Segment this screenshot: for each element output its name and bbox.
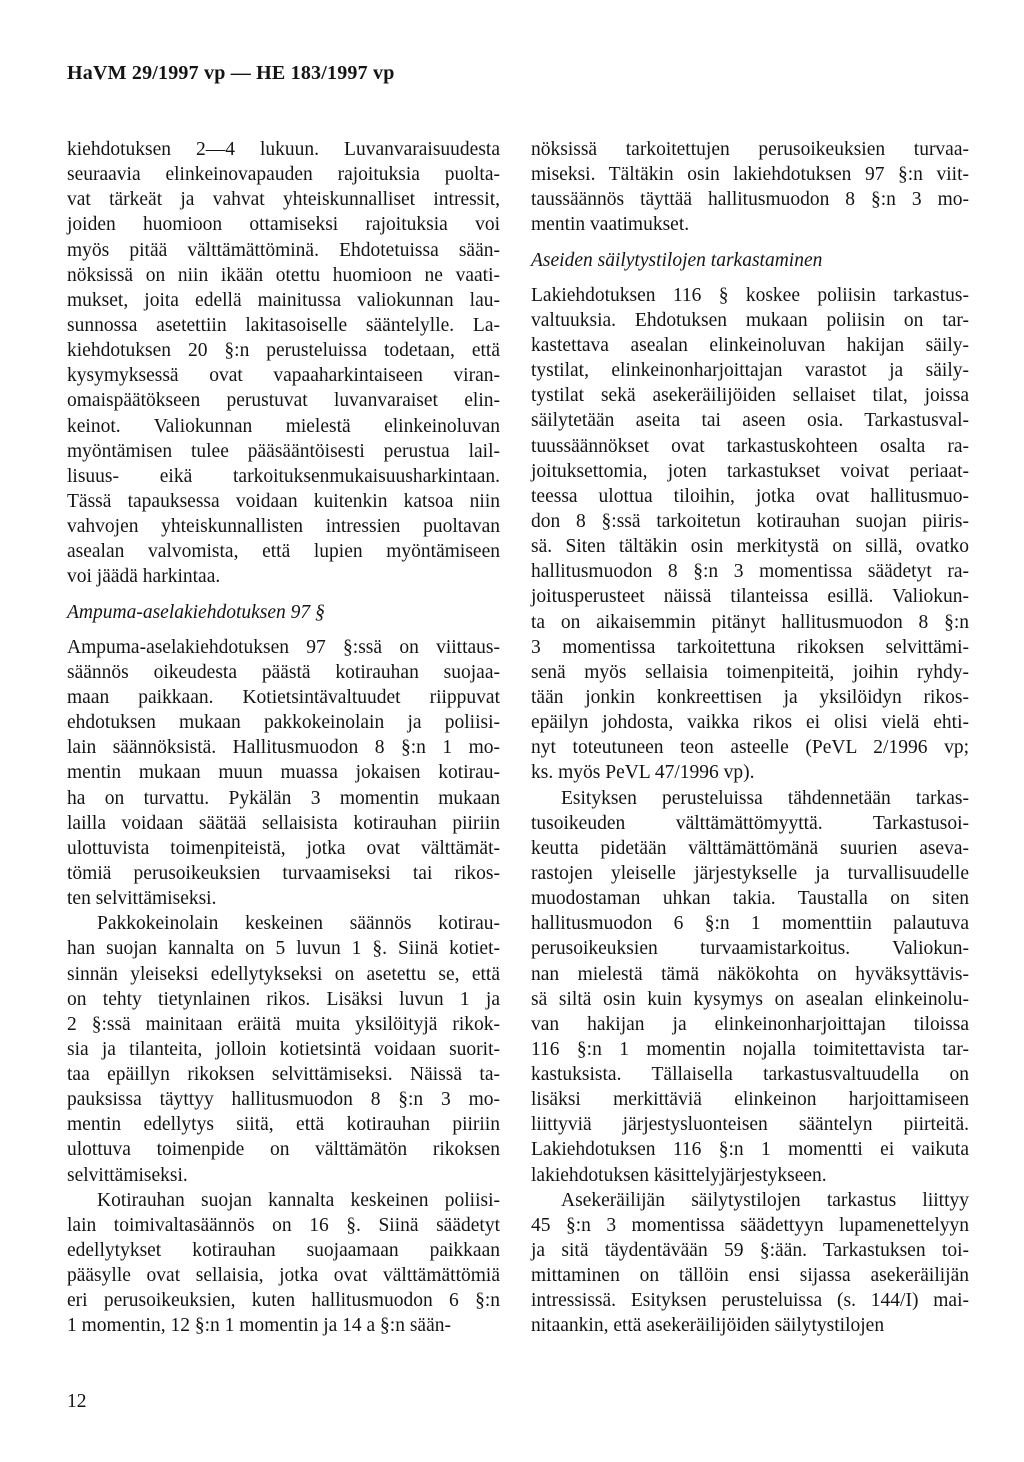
text-line: taa epäillyn rikoksen selvittämiseksi. Näissä ta- [67,1064,500,1086]
text-line: tystilat sekä asekeräilijöiden sellaiset tilat, joissa [531,385,969,407]
text-line: säännös oikeudesta päästä kotirauhan suojaa- [67,661,500,683]
text-line: sia ja tilanteita, jolloin kotietsintä voidaan suorit- [67,1038,500,1060]
text-line: kiehdotuksen 20 §:n perusteluissa todetaan, että [67,340,500,362]
text-line: Esityksen perusteluissa tähdennetään tarkas- [561,787,969,809]
text-line: hallitusmuodon 6 §:n 1 momenttiin palautuva [531,913,969,935]
text-line: sunnossa asetettiin lakitasoiselle sääntelylle. La- [67,314,500,336]
text-line: myös pitää välttämättöminä. Ehdotetuissa sään- [67,239,500,261]
text-line: keinot. Valiokunnan mielestä elinkeinoluvan [67,415,500,437]
text-line: Lakiehdotuksen 116 §:n 1 momentti ei vaikuta [531,1139,969,1161]
text-line: pauksissa täyttyy hallitusmuodon 8 §:n 3 mo- [67,1089,500,1111]
text-line: mentin mukaan muun muassa jokaisen kotirau- [67,762,500,784]
text-line: kastettava asealan elinkeinoluvan hakijan säily- [531,334,969,356]
text-line: asealan valvomista, että lupien myöntämiseen [67,541,500,563]
text-line: ulottuva toimenpide on välttämätön rikoksen [67,1139,500,1161]
paragraph [531,786,969,1188]
text-line: perusoikeuksien turvaamistarkoitus. Valiokun- [531,938,969,960]
text-line: mittaminen on tällöin ensi sijassa asekeräilijän [531,1265,969,1287]
text-line: vahvojen yhteiskunnallisten intressien puoltavan [67,516,500,538]
text-line: kastuksista. Tällaisella tarkastusvaltuudella on [531,1064,969,1086]
text-line: teessa ulottua tiloihin, jotka ovat hallitusmuo- [531,485,969,507]
text-line: van hakijan ja elinkeinonharjoittajan tiloissa [531,1013,969,1035]
text-line: 116 §:n 1 momentin nojalla toimitettavista tar- [531,1038,969,1060]
text-line: lisäksi merkittäviä elinkeinon harjoittamiseen [531,1089,969,1111]
text-line: nan mielestä tämä näkökohta on hyväksyttävis- [531,963,969,985]
text-line: miseksi. Tältäkin osin lakiehdotuksen 97 §:n viit- [531,164,969,186]
text-line: ehdotuksen mukaan pakkokeinolain ja poliisi- [67,712,500,734]
text-line: nöksissä on niin ikään otettu huomioon ne vaati- [67,264,500,286]
text-line: hallitusmuodon 8 §:n 3 momentissa säädetyt ra- [531,561,969,583]
text-line: seuraavia elinkeinovapauden rajoituksia puolta- [67,164,500,186]
text-line: mentin edellytys siitä, että kotirauhan piiriin [67,1114,500,1136]
text-line: sä siltä osin kuin kysymys on asealan elinkeinolu- [531,988,969,1010]
text-line: intressissä. Esityksen perusteluissa (s. 144/I) mai- [531,1290,969,1312]
paragraph [67,635,500,912]
text-line: selvittämiseksi. [67,1164,188,1186]
text-line: lakiehdotuksen käsittelyjärjestykseen. [531,1164,827,1186]
text-line: ta on aikaisemmin pitänyt hallitusmuodon 8 §:n [531,611,969,633]
text-line: taussäännös täyttää hallitusmuodon 8 §:n 3 mo- [531,189,969,211]
text-line: tuussäännökset ovat tarkastuskohteen osalta ra- [531,435,969,457]
text-line: Asekeräilijän säilytystilojen tarkastus liittyy [561,1189,969,1211]
text-line: nitaankin, että asekeräilijöiden säilytystilojen [531,1315,885,1337]
paragraph [67,911,500,1188]
text-line: tään jonkin konkreettisen ja yksilöidyn rikos- [531,686,969,708]
text-line: joiden huomioon ottamiseksi rajoituksia voi [67,214,500,236]
text-line: myöntämisen tulee pääsääntöisesti perustua lail- [67,440,500,462]
text-line: ten selvittämiseksi. [67,888,217,910]
text-line: rastojen yleiselle järjestykselle ja turvallisuudelle [531,862,969,884]
text-line: 1 momentin, 12 §:n 1 momentin ja 14 a §:n sään- [67,1315,451,1337]
text-line: vat tärkeät ja vahvat yhteiskunnalliset intressit, [67,189,500,211]
text-line: liittyviä järjestysluonteisen sääntelyn piirteitä. [531,1114,969,1136]
text-line: valtuuksia. Ehdotuksen mukaan poliisin on tar- [531,309,969,331]
text-line: tystilat, elinkeinonharjoittajan varastot ja säily- [531,360,969,382]
text-line: sä. Siten tältäkin osin merkitystä on sillä, ovatko [531,536,969,558]
paragraph [531,283,969,786]
paragraph [531,137,969,238]
text-line: mukset, joita edellä mainitussa valiokunnan lau- [67,289,500,311]
text-line: nyt toteutuneen teon asteelle (PeVL 2/1996 vp; [531,737,969,759]
text-line: muodostaman uhkan takia. Taustalla on siten [531,888,969,910]
text-line: don 8 §:ssä tarkoitetun kotirauhan suojan piiris- [531,510,969,532]
left-column [67,137,500,1339]
text-line: senä myös sellaisia toimenpiteitä, joihin ryhdy- [531,661,969,683]
text-line: edellytykset kotirauhan suojaamaan paikkaan [67,1240,500,1262]
text-line: eri perusoikeuksien, kuten hallitusmuodon 6 §:n [67,1290,500,1312]
text-line: voi jäädä harkintaa. [67,566,221,588]
text-line: tömiä perusoikeuksien turvaamiseksi tai rikos- [67,862,500,884]
text-line: maan paikkaan. Kotietsintävaltuudet riippuvat [67,686,500,708]
text-line: pääsylle ovat sellaisia, jotka ovat välttämättömiä [67,1265,500,1287]
page-number: 12 [67,1391,87,1412]
text-line: lain toimivaltasäännös on 16 §. Siinä säädetyt [67,1214,500,1236]
text-line: joituksettomia, joten tarkastukset voivat periaat- [531,460,969,482]
text-line: 45 §:n 3 momentissa säädettyyn lupamenettelyyn [531,1214,969,1236]
text-line: epäilyn johdosta, vaikka rikos ei olisi vielä ehti- [531,712,969,734]
text-line: lisuus- eikä tarkoituksenmukaisuusharkintaan. [67,465,500,487]
right-column [531,137,969,1339]
text-line: 3 momentissa tarkoitettuna rikoksen selvittämi- [531,636,969,658]
text-line: Lakiehdotuksen 116 § koskee poliisin tarkastus- [531,284,969,306]
text-line: on tehty tietynlainen rikos. Lisäksi luvun 1 ja [67,988,500,1010]
text-line: nöksissä tarkoitettujen perusoikeuksien turvaa- [531,139,969,160]
text-line: säilytetään aseita tai aseen osia. Tarkastusval- [531,410,969,432]
paragraph [531,1188,969,1339]
text-line: 2 §:ssä mainitaan eräitä muita yksilöityjä rikok- [67,1013,500,1035]
text-line: Pakkokeinolain keskeinen säännös kotirau- [97,913,500,935]
text-line: keutta pidetään välttämättömänä suurien aseva- [531,837,969,859]
text-line: omaispäätökseen perustuvat luvanvaraiset elin- [67,390,500,412]
text-line: tusoikeuden välttämättömyyttä. Tarkastusoi- [531,812,969,834]
text-line: mentin vaatimukset. [531,214,690,236]
section-heading: Ampuma-aselakiehdotuksen 97 § [67,601,325,623]
text-line: sinnän yleiseksi edellytykseksi on asetettu se, että [67,963,500,985]
text-line: kiehdotuksen 2—4 lukuun. Luvanvaraisuudesta [67,139,500,160]
text-line: lain säännöksistä. Hallitusmuodon 8 §:n 1 mo- [67,737,500,759]
text-line: Ampuma-aselakiehdotuksen 97 §:ssä on viittaus- [67,636,500,658]
text-line: ha on turvattu. Pykälän 3 momentin mukaan [67,787,500,809]
text-line: han suojan kannalta on 5 luvun 1 §. Siinä kotiet- [67,938,500,960]
text-line: ks. myös PeVL 47/1996 vp). [531,762,755,784]
text-line: Kotirauhan suojan kannalta keskeinen poliisi- [97,1189,500,1211]
text-line: kysymyksessä ovat vapaaharkintaiseen viran- [67,365,500,387]
text-line: Tässä tapauksessa voidaan kuitenkin katsoa niin [67,490,500,512]
text-line: ja sitä täydentävään 59 §:ään. Tarkastuksen toi- [531,1240,969,1262]
running-header: HaVM 29/1997 vp — HE 183/1997 vp [67,62,395,84]
text-line: joitusperusteet näissä tilanteissa esillä. Valiokun- [531,586,969,608]
text-line: lailla voidaan säätää sellaisista kotirauhan piiriin [67,812,500,834]
paragraph [67,1188,500,1339]
section-heading: Aseiden säilytystilojen tarkastaminen [531,249,823,271]
text-line: ulottuvista toimenpiteistä, jotka ovat välttämät- [67,837,500,859]
paragraph [67,137,500,590]
